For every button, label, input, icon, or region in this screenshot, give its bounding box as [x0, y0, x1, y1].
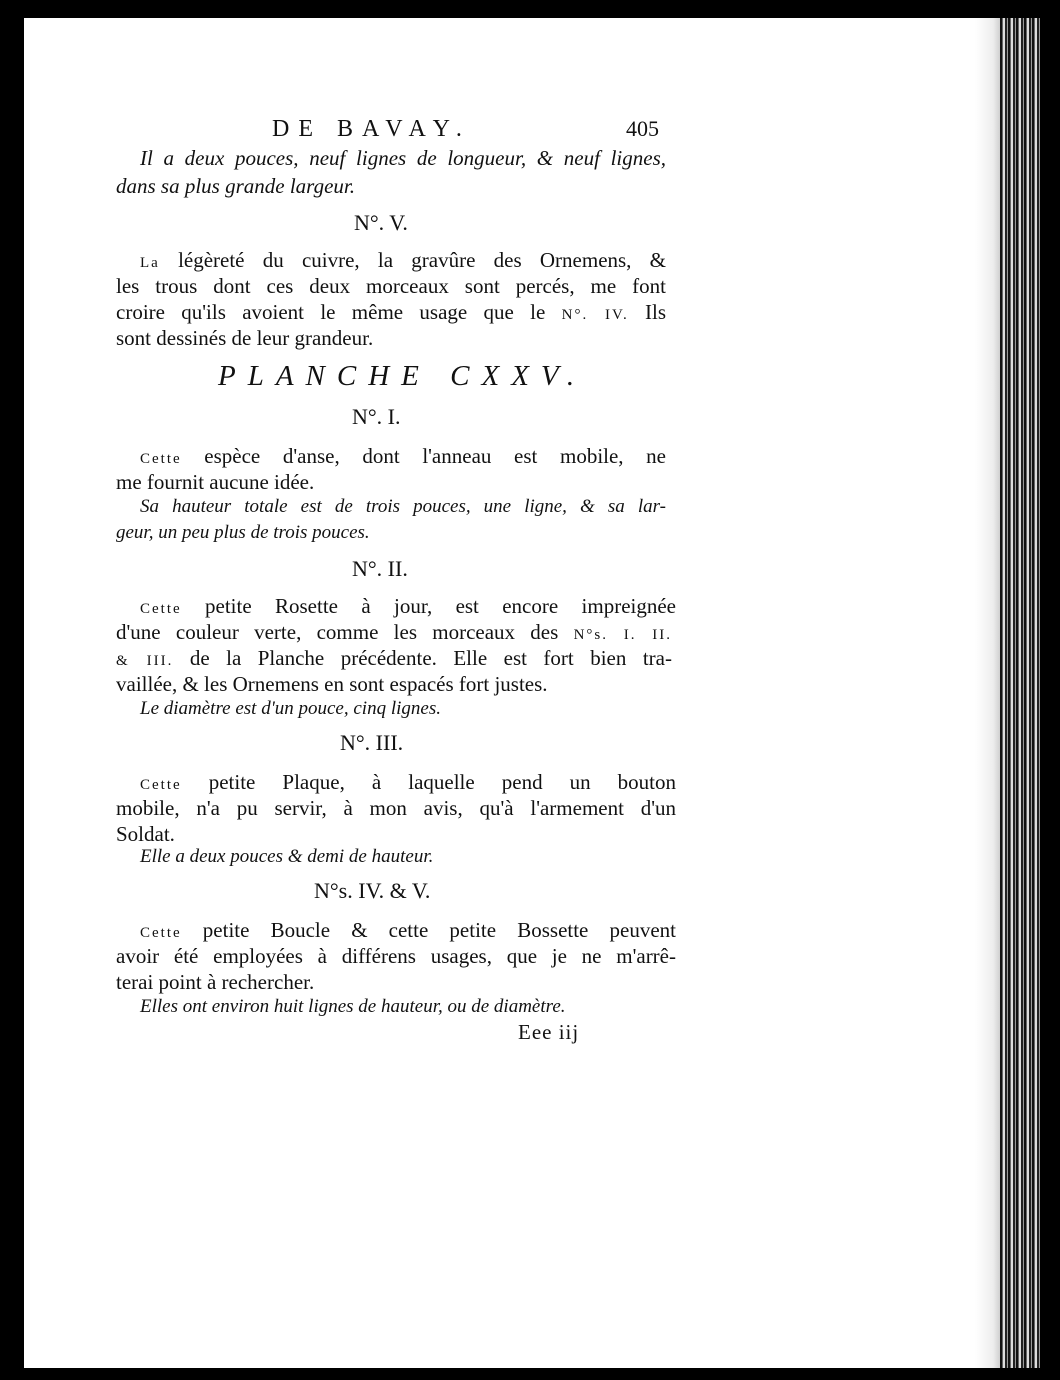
- no-v-line-1: La légèreté du cuivre, la gravûre des Ornemens, &: [140, 248, 666, 272]
- no-iv-v-line-1: Cette petite Boucle & cette petite Bossette peuvent: [140, 918, 676, 942]
- plate-title: PLANCHE CXXV.: [218, 360, 587, 392]
- no-iii-line-1: Cette petite Plaque, à laquelle pend un bouton: [140, 770, 677, 794]
- signature-mark: Eee iij: [518, 1020, 580, 1044]
- no-i-dimension-1: Sa hauteur totale est de trois pouces, une ligne, & sa lar-: [140, 496, 666, 517]
- no-iii-lead: Cette: [140, 777, 182, 793]
- section-heading-no-ii: N°. II.: [352, 556, 408, 581]
- intro-line-1: Il a deux pouces, neuf lignes de longueur, & neuf lignes,: [140, 146, 666, 170]
- no-ii-line-1: Cette petite Rosette à jour, est encore impreignée: [140, 594, 676, 618]
- running-title: DE BAVAY.: [272, 116, 471, 142]
- no-iv-v-line-2: avoir été employées à différens usages, que je ne m'arrê-: [116, 944, 676, 968]
- no-ii-line-2: d'une couleur verte, comme les morceaux des N°s. I. II.: [116, 620, 673, 644]
- section-heading-no-i: N°. I.: [352, 404, 401, 429]
- no-i-dimension-2: geur, un peu plus de trois pouces.: [116, 522, 370, 543]
- no-iv-v-dimension: Elles ont environ huit lignes de hauteur, ou de diamètre.: [140, 996, 566, 1017]
- page-number: 405: [626, 116, 659, 141]
- section-heading-no-v: N°. V.: [354, 210, 408, 235]
- no-iii-dimension: Elle a deux pouces & demi de hauteur.: [140, 846, 434, 867]
- no-iii-line-3: Soldat.: [116, 822, 175, 846]
- no-i-line-1: Cette espèce d'anse, dont l'anneau est mobile, ne: [140, 444, 667, 468]
- page-stack-edge: [1000, 18, 1040, 1368]
- no-ii-reference-2: & III.: [116, 653, 174, 669]
- no-v-line-4: sont dessinés de leur grandeur.: [116, 326, 374, 350]
- no-iv-v-lead: Cette: [140, 925, 182, 941]
- no-v-line-2: les trous dont ces deux morceaux sont percés, me font: [116, 274, 666, 298]
- no-v-line-3: croire qu'ils avoient le même usage que le N°. IV. Ils: [116, 300, 667, 324]
- intro-line-2: dans sa plus grande largeur.: [116, 174, 355, 198]
- no-ii-line-3: & III. de la Planche précédente. Elle est fort bien tra-: [116, 646, 672, 670]
- section-heading-no-iii: N°. III.: [340, 730, 404, 755]
- no-i-line-2: me fournit aucune idée.: [116, 470, 315, 494]
- no-v-reference: N°. IV.: [561, 307, 629, 323]
- no-ii-lead: Cette: [140, 601, 182, 617]
- no-iii-line-2: mobile, n'a pu servir, à mon avis, qu'à l'armement d'un: [116, 796, 676, 820]
- no-ii-reference-1: N°s. I. II.: [573, 627, 673, 643]
- no-ii-line-4: vaillée, & les Ornemens en sont espacés fort justes.: [116, 672, 548, 696]
- section-heading-no-iv-v: N°s. IV. & V.: [314, 878, 431, 903]
- no-i-lead: Cette: [140, 451, 182, 467]
- no-ii-dimension: Le diamètre est d'un pouce, cinq lignes.: [140, 698, 441, 719]
- no-v-lead: La: [140, 255, 160, 271]
- no-iv-v-line-3: terai point à rechercher.: [116, 970, 315, 994]
